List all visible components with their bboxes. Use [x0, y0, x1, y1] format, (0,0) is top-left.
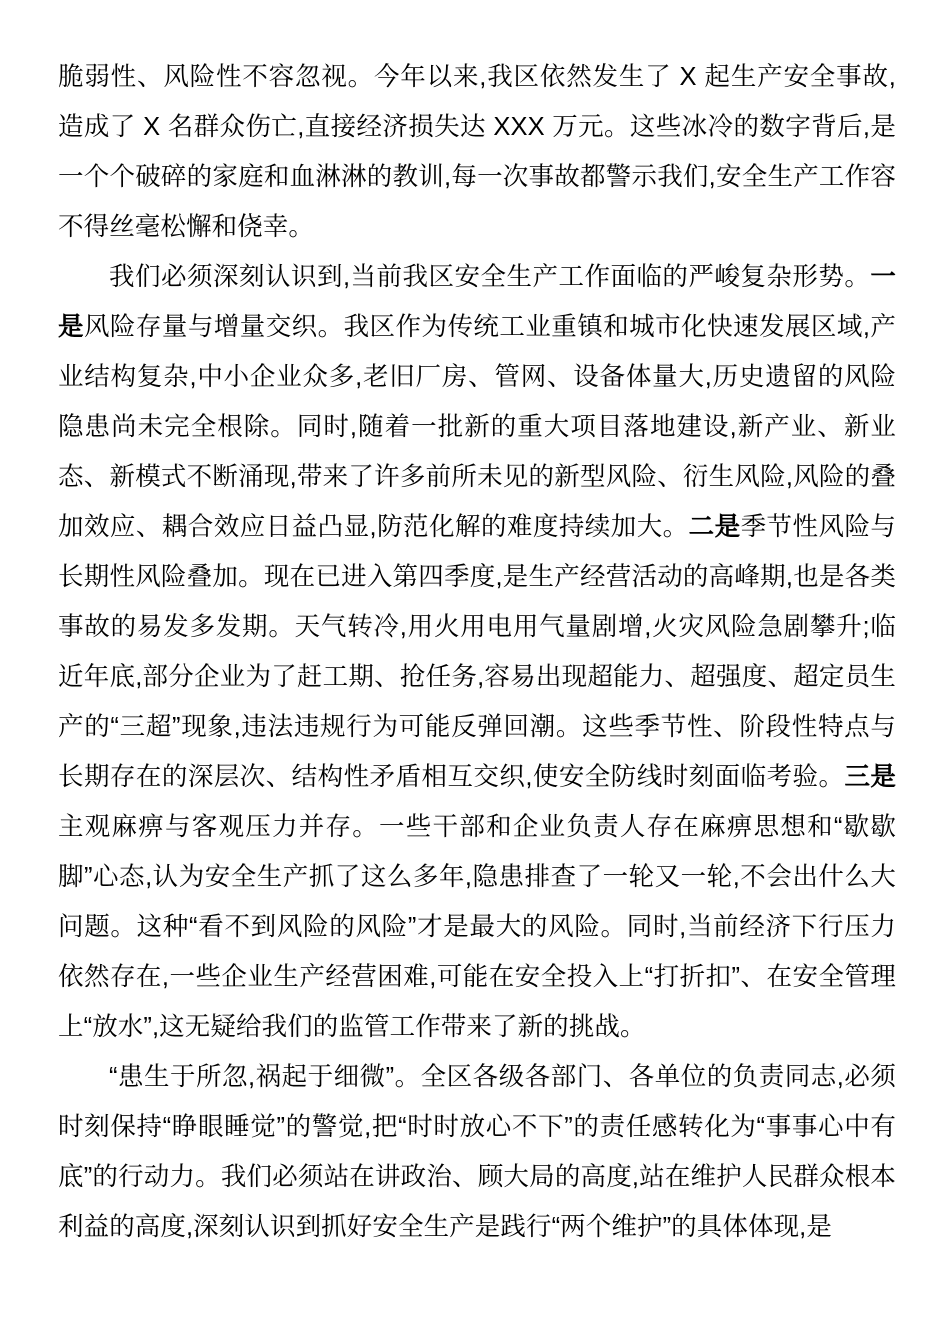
paragraph — [58, 52, 896, 252]
paragraph — [58, 252, 896, 1052]
text-run: 季节性风险与长期性风险叠加。现在已进入第四季度,是生产经营活动的高峰期,也是各类事故的易发多发期。天气转冷,用火用电用气量剧增,火灾风险急剧攀升;临近年底,部分企业为了赶工期、抢任务,容易出现超能力、超强度、超定员生产的“三超”现象,违法违规行为可能反弹回潮。这些季节性、阶段性特点与长期存在的深层次、结构性矛盾相互交织,使安全防线时刻面临考验。 — [58, 513, 897, 791]
text-run: 我们必须深刻认识到,当前我区安全生产工作面临的严峻复杂形势。 — [109, 263, 871, 291]
text-run: 脆弱性、风险性不容忽视。今年以来,我区依然发生了 X 起生产安全事故,造成了 X 名群众伤亡,直接经济损失达 XXX 万元。这些冰冷的数字背后,是一个个破碎的家庭和血淋淋的教训,每一次事故都警示我们,安全生产工作容不得丝毫松懈和侥幸。 — [58, 63, 896, 241]
paragraph — [58, 1052, 896, 1252]
emphasis-run: 三是 — [844, 763, 897, 791]
document-body — [58, 52, 896, 1252]
text-run: 风险存量与增量交织。我区作为传统工业重镇和城市化快速发展区域,产业结构复杂,中小企业众多,老旧厂房、管网、设备体量大,历史遗留的风险隐患尚未完全根除。同时,随着一批新的重大项目落地建设,新产业、新业态、新模式不断涌现,带来了许多前所未见的新型风险、衍生风险,风险的叠加效应、耦合效应日益凸显,防范化解的难度持续加大。 — [58, 313, 896, 541]
emphasis-run: 二是 — [688, 513, 741, 541]
text-run: “患生于所忽,祸起于细微”。全区各级各部门、各单位的负责同志,必须时刻保持“睁眼睡觉”的警觉,把“时时放心不下”的责任感转化为“事事心中有底”的行动力。我们必须站在讲政治、顾大局的高度,站在维护人民群众根本利益的高度,深刻认识到抓好安全生产是践行“两个维护”的具体体现,是 — [58, 1063, 896, 1241]
text-run: 主观麻痹与客观压力并存。一些干部和企业负责人存在麻痹思想和“歇歇脚”心态,认为安全生产抓了这么多年,隐患排查了一轮又一轮,不会出什么大问题。这种“看不到风险的风险”才是最大的风险。同时,当前经济下行压力依然存在,一些企业生产经营困难,可能在安全投入上“打折扣”、在安全管理上“放水”,这无疑给我们的监管工作带来了新的挑战。 — [58, 813, 896, 1041]
emphasis-run: 一是 — [58, 263, 896, 341]
